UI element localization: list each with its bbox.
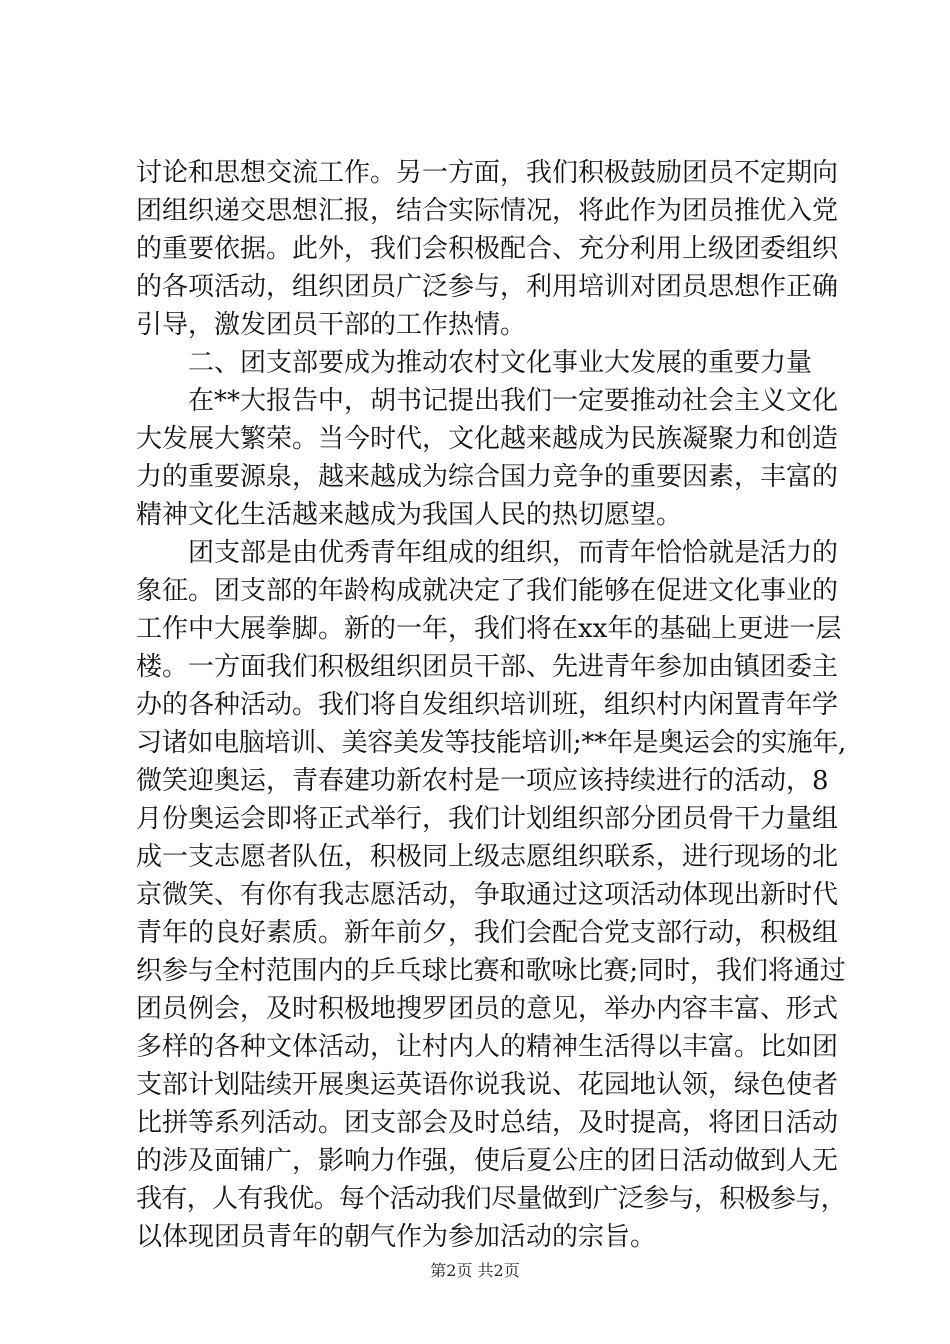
text-line: 的重要依据。此外，我们会积极配合、充分利用上级团委组织 bbox=[136, 234, 839, 264]
text-line: 织参与全村范围内的乒乓球比赛和歌咏比赛;同时，我们将通过 bbox=[136, 956, 846, 986]
text-line: 团支部是由优秀青年组成的组织，而青年恰恰就是活力的 bbox=[188, 538, 839, 568]
text-line: 支部计划陆续开展奥运英语你说我说、花园地认领，绿色使者 bbox=[136, 1070, 839, 1100]
text-line: 习诸如电脑培训、美容美发等技能培训;**年是奥运会的实施年, bbox=[136, 728, 847, 758]
text-line: 多样的各种文体活动，让村内人的精神生活得以丰富。比如团 bbox=[136, 1032, 839, 1062]
text-line: 力的重要源泉，越来越成为综合国力竞争的重要因素，丰富的 bbox=[136, 462, 839, 492]
text-line: 在**大报告中，胡书记提出我们一定要推动社会主义文化 bbox=[188, 386, 839, 416]
document-body bbox=[136, 154, 846, 1256]
text-line: 工作中大展拳脚。新的一年，我们将在xx年的基础上更进一层 bbox=[136, 614, 842, 644]
text-line: 青年的良好素质。新年前夕，我们会配合党支部行动，积极组 bbox=[136, 918, 839, 948]
text-line: 二、团支部要成为推动农村文化事业大发展的重要力量 bbox=[188, 348, 813, 378]
text-line: 办的各种活动。我们将自发组织培训班，组织村内闲置青年学 bbox=[136, 690, 839, 720]
page-footer: 第2页 共2页 bbox=[430, 1261, 520, 1280]
text-line: 月份奥运会即将正式举行，我们计划组织部分团员骨干力量组 bbox=[136, 804, 839, 834]
text-line: 团员例会，及时积极地搜罗团员的意见，举办内容丰富、形式 bbox=[136, 994, 839, 1024]
text-line: 团组织递交思想汇报，结合实际情况，将此作为团员推优入党 bbox=[136, 196, 839, 226]
text-line: 精神文化生活越来越成为我国人民的热切愿望。 bbox=[136, 500, 683, 530]
text-line: 京微笑、有你有我志愿活动，争取通过这项活动体现出新时代 bbox=[136, 880, 839, 910]
text-line: 的各项活动，组织团员广泛参与，利用培训对团员思想作正确 bbox=[136, 272, 839, 302]
text-line: 象征。团支部的年龄构成就决定了我们能够在促进文化事业的 bbox=[136, 576, 839, 606]
text-line: 成一支志愿者队伍，积极同上级志愿组织联系，进行现场的北 bbox=[136, 842, 839, 872]
text-line: 的涉及面铺广，影响力作强，使后夏公庄的团日活动做到人无 bbox=[136, 1146, 839, 1176]
text-line: 大发展大繁荣。当今时代，文化越来越成为民族凝聚力和创造 bbox=[136, 424, 839, 454]
text-line: 楼。一方面我们积极组织团员干部、先进青年参加由镇团委主 bbox=[136, 652, 839, 682]
text-line: 以体现团员青年的朝气作为参加活动的宗旨。 bbox=[136, 1222, 657, 1252]
text-line: 微笑迎奥运，青春建功新农村是一项应该持续进行的活动，8 bbox=[136, 766, 829, 796]
text-line: 比拼等系列活动。团支部会及时总结，及时提高，将团日活动 bbox=[136, 1108, 839, 1138]
text-line: 我有，人有我优。每个活动我们尽量做到广泛参与，积极参与， bbox=[136, 1184, 847, 1214]
text-line: 引导，激发团员干部的工作热情。 bbox=[136, 310, 527, 340]
text-line: 讨论和思想交流工作。另一方面，我们积极鼓励团员不定期向 bbox=[136, 158, 839, 188]
